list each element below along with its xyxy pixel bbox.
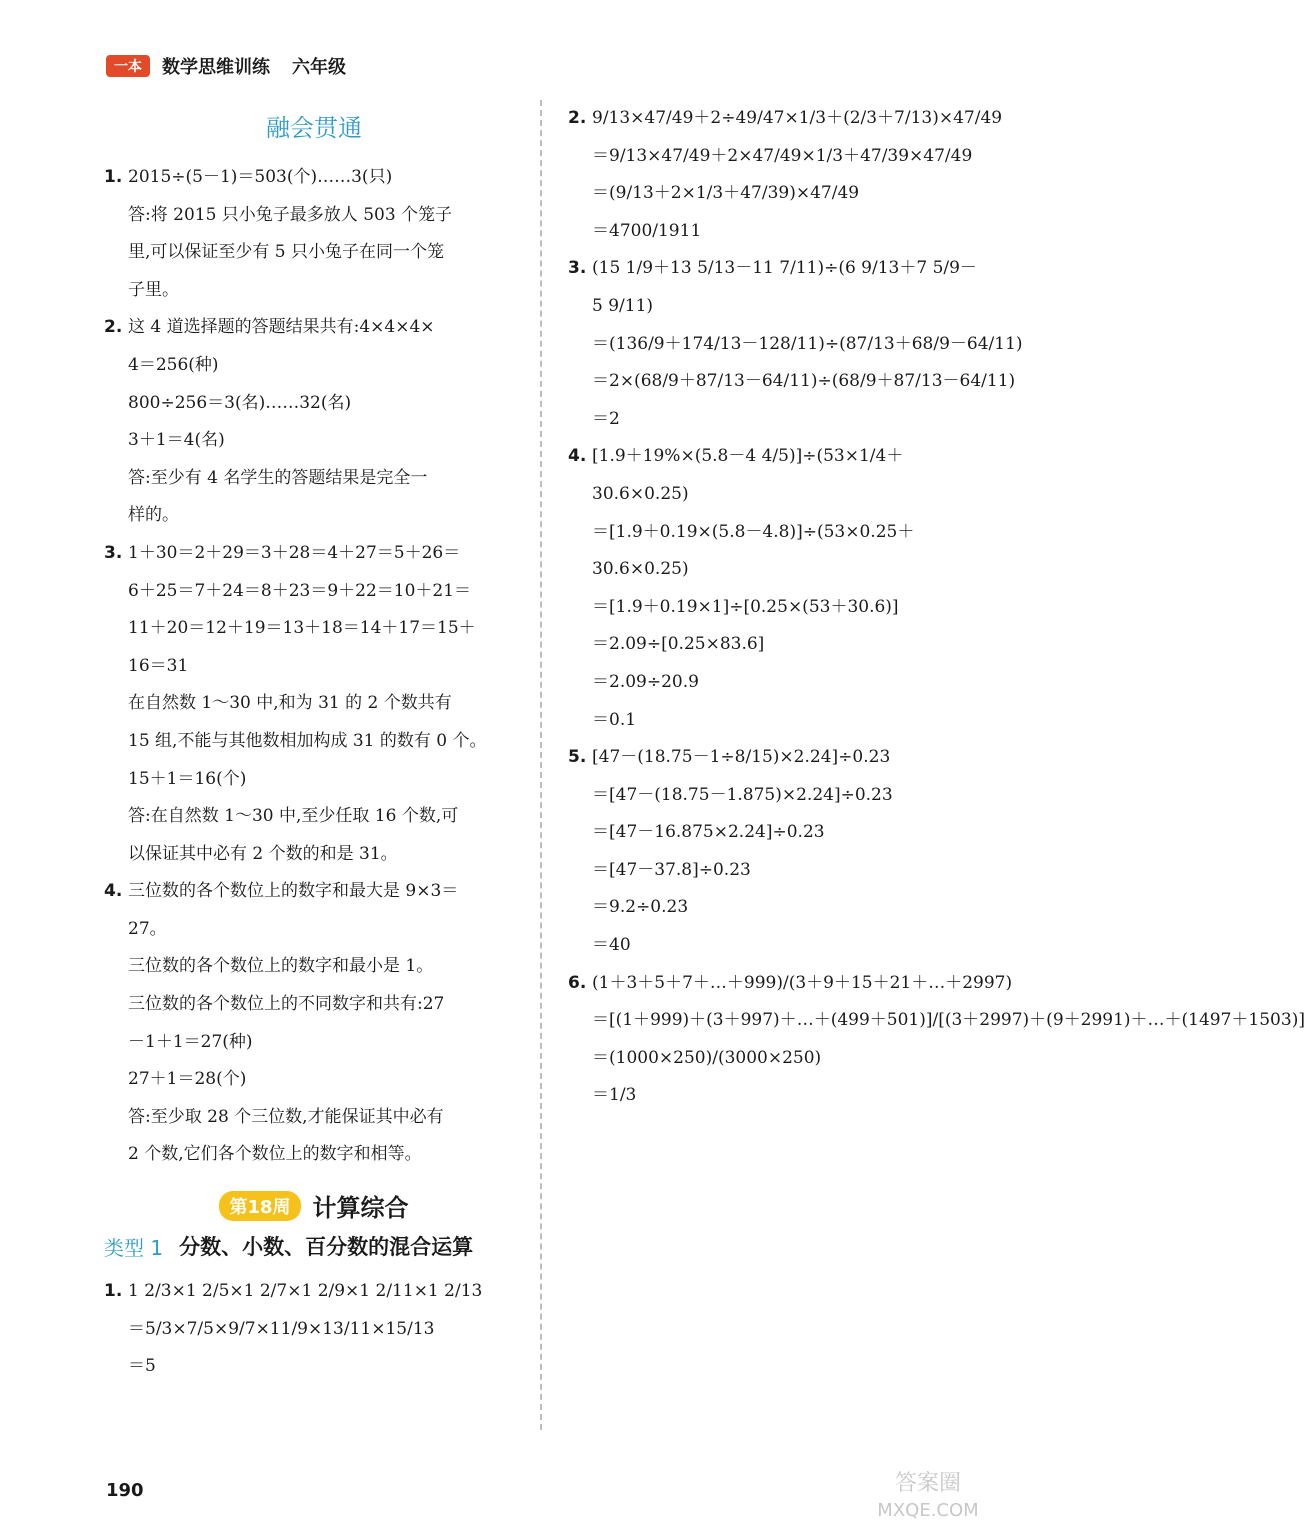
text-line: [568, 777, 998, 815]
line-text: 答:至少有 4 名学生的答题结果是完全一: [128, 467, 428, 488]
text-line: [568, 626, 998, 664]
text-line: [104, 873, 524, 911]
text-line: [104, 1273, 524, 1311]
text-line: [104, 385, 524, 423]
text-line: [568, 889, 998, 927]
line-text: ＝[47－16.875×2.24]÷0.23: [592, 822, 825, 843]
line-text: ＝5: [128, 1356, 156, 1377]
line-text: 11＋20＝12＋19＝13＋18＝14＋17＝15＋: [128, 618, 476, 639]
line-text: ＝5/3×7/5×9/7×11/9×13/11×15/13: [128, 1318, 435, 1339]
line-text: ＝2.09÷[0.25×83.6]: [592, 634, 765, 655]
text-line: [104, 648, 524, 686]
type-lines: [104, 1273, 524, 1386]
line-text: ＝2×(68/9＋87/13－64/11)÷(68/9＋87/13－64/11): [592, 371, 1016, 392]
watermark-line2: MXQE.COM: [877, 1500, 979, 1521]
line-text: ＝2.09÷20.9: [592, 671, 699, 692]
line-text: －1＋1＝27(种): [128, 1031, 253, 1052]
line-text: (15 1/9＋13 5/13－11 7/11)÷(6 9/13＋7 5/9－: [592, 258, 977, 279]
text-line: [104, 1348, 524, 1386]
text-line: [568, 1040, 998, 1078]
text-line: [104, 836, 524, 874]
type-heading: [104, 1231, 524, 1261]
line-text: 2015÷(5－1)＝503(个)……3(只): [128, 167, 393, 187]
line-text: ＝[47－(18.75－1.875)×2.24]÷0.23: [592, 784, 893, 805]
type-label: 类型 1: [104, 1235, 164, 1260]
text-line: [568, 852, 998, 890]
line-text: 子里。: [128, 279, 179, 300]
page-header: [106, 48, 346, 84]
text-line: [568, 739, 998, 777]
text-line: [104, 1024, 524, 1062]
line-text: ＝[(1＋999)＋(3＋997)＋…＋(499＋501)]/[(3＋2997)＋(9＋2991)＋…＋(1497＋1503)]: [592, 1010, 1305, 1031]
line-text: 5 9/11): [592, 295, 654, 316]
text-line: [104, 685, 524, 723]
line-text: 在自然数 1～30 中,和为 31 的 2 个数共有: [128, 693, 452, 714]
text-line: [568, 514, 998, 552]
line-text: 30.6×0.25): [592, 559, 689, 580]
line-text: 9/13×47/49＋2÷49/47×1/3＋(2/3＋7/13)×47/49: [592, 108, 1003, 128]
text-line: [104, 761, 524, 799]
text-line: [568, 250, 998, 288]
item-number: 1.: [104, 167, 123, 187]
text-line: [568, 138, 998, 176]
text-line: [568, 965, 1013, 1003]
watermark-line1: 答案圈: [894, 1471, 962, 1496]
line-text: 三位数的各个数位上的数字和最大是 9×3＝: [128, 881, 459, 902]
text-line: [104, 1099, 524, 1137]
line-text: 答:至少取 28 个三位数,才能保证其中必有: [128, 1106, 444, 1127]
book-title: 数学思维训练: [162, 57, 270, 78]
line-text: ＝[47－37.8]÷0.23: [592, 859, 751, 880]
line-text: ＝4700/1911: [592, 220, 702, 241]
text-line: [104, 272, 524, 310]
watermark: [840, 1462, 1016, 1526]
text-line: [104, 347, 524, 385]
line-text: 30.6×0.25): [592, 483, 689, 504]
text-line: [568, 363, 1016, 401]
line-text: 2 个数,它们各个数位上的数字和相等。: [128, 1144, 422, 1165]
line-text: 27＋1＝28(个): [128, 1069, 247, 1090]
line-text: ＝40: [592, 935, 631, 956]
page-number: 190: [106, 1480, 144, 1501]
line-text: 1 2/3×1 2/5×1 2/7×1 2/9×1 2/11×1 2/13: [128, 1281, 483, 1302]
line-text: 这 4 道选择题的答题结果共有:4×4×4×: [128, 317, 435, 338]
item-number: 6.: [568, 972, 587, 993]
line-text: ＝9/13×47/49＋2×47/49×1/3＋47/39×47/49: [592, 145, 973, 166]
item-number: 4.: [568, 446, 587, 467]
text-line: [104, 197, 524, 235]
text-line: [104, 573, 524, 611]
week-title: 计算综合: [312, 1194, 409, 1223]
line-text: 15＋1＝16(个): [128, 768, 247, 789]
left-column: [104, 100, 524, 1386]
line-text: ＝9.2÷0.23: [592, 897, 689, 918]
item-number: 3.: [568, 258, 587, 279]
line-text: 4＝256(种): [128, 354, 219, 375]
line-text: ＝2: [592, 408, 620, 429]
week-badge: 第18周: [219, 1191, 300, 1221]
text-line: [104, 535, 524, 573]
line-text: ＝(9/13＋2×1/3＋47/39)×47/49: [592, 183, 860, 204]
brand-logo: 一本: [106, 55, 150, 77]
line-text: 以保证其中必有 2 个数的和是 31。: [128, 843, 398, 864]
text-line: [568, 589, 998, 627]
item-number: 1.: [104, 1281, 123, 1302]
line-text: 样的。: [128, 505, 179, 526]
line-text: ＝(136/9＋174/13－128/11)÷(87/13＋68/9－64/11): [592, 333, 1023, 354]
line-text: 答:将 2015 只小兔子最多放人 503 个笼子: [128, 204, 453, 225]
section-title: 融会贯通: [266, 114, 362, 142]
text-line: [104, 911, 524, 949]
text-line: [568, 1002, 1305, 1040]
line-text: 800÷256＝3(名)……32(名): [128, 392, 352, 413]
line-text: 三位数的各个数位上的不同数字和共有:27: [128, 994, 445, 1015]
line-text: [47－(18.75－1÷8/15)×2.24]÷0.23: [592, 747, 891, 768]
text-line: [104, 723, 524, 761]
text-line: [104, 497, 524, 535]
line-text: [1.9＋19%×(5.8－4 4/5)]÷(53×1/4＋: [592, 446, 904, 467]
line-text: 3＋1＝4(名): [128, 430, 225, 451]
text-line: [568, 401, 998, 439]
line-text: 27。: [128, 918, 167, 939]
text-line: [104, 986, 524, 1024]
text-line: [104, 234, 524, 272]
left-lines: [104, 159, 524, 1174]
text-line: [104, 798, 524, 836]
item-number: 4.: [104, 881, 123, 902]
text-line: [104, 948, 524, 986]
text-line: [568, 213, 998, 251]
right-column: [568, 100, 1305, 1115]
text-line: [104, 1061, 524, 1099]
text-line: [568, 326, 1023, 364]
type-title: 分数、小数、百分数的混合运算: [179, 1235, 474, 1260]
item-number: 5.: [568, 747, 587, 768]
line-text: 6＋25＝7＋24＝8＋23＝9＋22＝10＋21＝: [128, 580, 472, 601]
text-line: [104, 159, 524, 197]
text-line: [568, 814, 998, 852]
text-line: [104, 422, 524, 460]
line-text: 答:在自然数 1～30 中,至少任取 16 个数,可: [128, 806, 459, 827]
text-line: [568, 1077, 998, 1115]
line-text: ＝1/3: [592, 1085, 637, 1106]
text-line: [568, 100, 1003, 138]
right-lines: [568, 100, 1305, 1115]
week-heading: [104, 1188, 524, 1223]
item-number: 2.: [104, 317, 123, 338]
text-line: [568, 288, 998, 326]
line-text: 15 组,不能与其他数相加构成 31 的数有 0 个。: [128, 730, 487, 751]
line-text: 1＋30＝2＋29＝3＋28＝4＋27＝5＋26＝: [128, 542, 461, 563]
text-line: [104, 1311, 524, 1349]
line-text: ＝0.1: [592, 709, 637, 730]
column-divider: [540, 100, 542, 1430]
line-text: 16＝31: [128, 655, 189, 676]
text-line: [104, 460, 524, 498]
text-line: [568, 551, 998, 589]
text-line: [568, 438, 998, 476]
line-text: ＝[1.9＋0.19×1]÷[0.25×(53＋30.6)]: [592, 596, 899, 617]
item-number: 2.: [568, 108, 587, 128]
text-line: [568, 664, 998, 702]
line-text: (1＋3＋5＋7＋…＋999)/(3＋9＋15＋21＋…＋2997): [592, 972, 1013, 993]
text-line: [568, 175, 998, 213]
text-line: [104, 1136, 524, 1174]
text-line: [104, 309, 524, 347]
text-line: [104, 610, 524, 648]
item-number: 3.: [104, 542, 123, 563]
line-text: 里,可以保证至少有 5 只小兔子在同一个笼: [128, 242, 445, 263]
line-text: ＝(1000×250)/(3000×250): [592, 1047, 822, 1068]
grade-label: 六年级: [292, 57, 346, 78]
text-line: [568, 476, 998, 514]
line-text: 三位数的各个数位上的数字和最小是 1。: [128, 956, 434, 977]
text-line: [568, 927, 998, 965]
line-text: ＝[1.9＋0.19×(5.8－4.8)]÷(53×0.25＋: [592, 521, 915, 542]
text-line: [568, 702, 998, 740]
